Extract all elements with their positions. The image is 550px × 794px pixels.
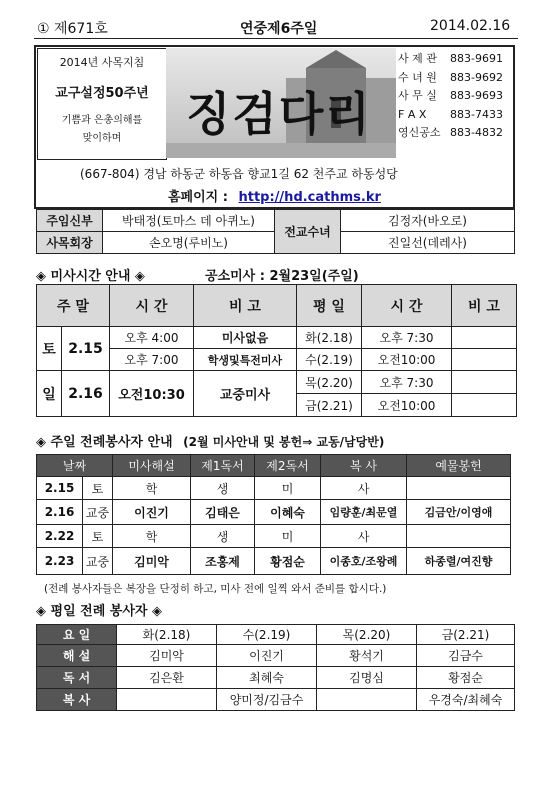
weekday-time: 오후 7:30: [362, 327, 452, 349]
sunday-servers-note: (2월 미사안내 및 봉헌⇒ 교동/남당반): [183, 435, 385, 449]
sunday-servers-title: ◈ 주일 전례봉사자 안내 (2월 미사안내 및 봉헌⇒ 교동/남당반): [36, 435, 385, 450]
staff-table: [36, 209, 515, 254]
server-cell: 황점순: [255, 548, 321, 575]
weekday-day: 목(2.20): [297, 371, 362, 394]
contact-row: F A X 883-7433: [398, 107, 503, 121]
server-cell: 이혜숙: [255, 500, 321, 525]
server-cell: 학: [113, 525, 191, 548]
sister-name-1: 김정자(바오로): [341, 210, 515, 232]
weekday-cell: 김은환: [117, 667, 217, 689]
server-cell: 김태은: [191, 500, 255, 525]
weekday-cell: 목(2.20): [317, 625, 417, 645]
servers-footnote: (전례 봉사자들은 복장을 단정히 하고, 미사 전에 일찍 와서 준비를 합시다.): [44, 583, 387, 595]
weekday-row-label: 독 서: [37, 667, 117, 689]
server-header-commentary: 미사해설: [113, 455, 191, 477]
contact-row: 사 제 관 883-9691: [398, 52, 503, 65]
server-date: 2.15: [37, 477, 83, 500]
sat-note-1: 미사없음: [194, 327, 297, 349]
weekday-cell: 황점순: [417, 667, 515, 689]
weekday-cell: 황석기: [317, 645, 417, 667]
newsletter-title: 징검다리: [186, 87, 372, 141]
weekday-note: [452, 349, 517, 371]
server-cell: 임량훈/최문열: [321, 500, 407, 525]
pastor-name: 박태정(토마스 데 아퀴노): [103, 210, 275, 232]
sat-label: 토: [37, 327, 62, 371]
server-cell: 생: [191, 477, 255, 500]
server-cell: 사: [321, 525, 407, 548]
sister-label: 전교수녀: [275, 210, 341, 254]
weekday-time: 오전10:00: [362, 349, 452, 371]
contact-row: 수 녀 원 883-9692: [398, 70, 503, 84]
weekday-servers-title: ◈ 평일 전례 봉사자 ◈: [36, 604, 163, 619]
mass-header-weekend: 주 말: [37, 285, 110, 327]
council-label: 사목회장: [37, 232, 103, 254]
weekday-cell: 우경숙/최혜숙: [417, 689, 515, 711]
weekday-day: 금(2.21): [297, 394, 362, 417]
homepage: 홈페이지 : http://hd.cathms.kr: [168, 190, 381, 205]
week-title: 연중제6주일: [240, 21, 318, 37]
issue-date: 2014.02.16: [430, 18, 511, 34]
weekday-cell: [117, 689, 217, 711]
server-type: 토: [83, 477, 113, 500]
server-cell: 이진기: [113, 500, 191, 525]
contact-row: 영신공소 883-4832: [398, 126, 503, 139]
mass-header-time: 시 간: [110, 285, 194, 327]
weekday-cell: 김미악: [117, 645, 217, 667]
weekday-cell: 이진기: [217, 645, 317, 667]
server-header-reading2: 제2독서: [255, 455, 321, 477]
weekday-cell: 수(2.19): [217, 625, 317, 645]
weekday-cell: 최혜숙: [217, 667, 317, 689]
sat-time-1: 오후 4:00: [110, 327, 194, 349]
slogan-sub1: 기쁨과 은총의해를: [61, 115, 143, 126]
sun-time: 오전10:30: [110, 371, 194, 417]
server-header-reading1: 제1독서: [191, 455, 255, 477]
sister-name-2: 진일선(데레사): [341, 232, 515, 254]
weekday-note: [452, 327, 517, 349]
server-header-date: 날짜: [37, 455, 113, 477]
server-header-altar: 복 사: [321, 455, 407, 477]
server-header-offering: 예물봉헌: [407, 455, 511, 477]
header-rule: [34, 38, 518, 39]
weekday-cell: [317, 689, 417, 711]
server-cell: 하종렬/여진향: [407, 548, 511, 575]
server-cell: 학: [113, 477, 191, 500]
server-date: 2.22: [37, 525, 83, 548]
sat-date: 2.15: [62, 327, 110, 371]
mass-section-title: ◈ 미사시간 안내 ◈: [36, 269, 145, 284]
sun-note: 교중미사: [194, 371, 297, 417]
server-cell: 조홍제: [191, 548, 255, 575]
server-type: 교중: [83, 500, 113, 525]
title-banner: [166, 48, 396, 158]
weekday-time: 오후 7:30: [362, 371, 452, 394]
server-type: 토: [83, 525, 113, 548]
server-type: 교중: [83, 548, 113, 575]
mass-header-time-2: 시 간: [362, 285, 452, 327]
sunday-servers-table: [36, 454, 511, 575]
sat-time-2: 오후 7:00: [110, 349, 194, 371]
issue-number: ① 제671호: [37, 21, 108, 37]
mass-header-note: 비 고: [194, 285, 297, 327]
contact-list: [398, 50, 514, 143]
mass-header-note-2: 비 고: [452, 285, 517, 327]
council-name: 손오명(루비노): [103, 232, 275, 254]
server-date: 2.23: [37, 548, 83, 575]
weekday-note: [452, 394, 517, 417]
server-cell: 사: [321, 477, 407, 500]
slogan-box: [37, 48, 167, 160]
weekday-cell: 금(2.21): [417, 625, 515, 645]
sat-note-2: 학생및특전미사: [194, 349, 297, 371]
pastor-label: 주임신부: [37, 210, 103, 232]
mass-header-weekday: 평 일: [297, 285, 362, 327]
sun-label: 일: [37, 371, 62, 417]
sun-date: 2.16: [62, 371, 110, 417]
weekday-servers-table: [36, 624, 515, 711]
server-cell: 김금안/이영애: [407, 500, 511, 525]
weekday-cell: 양미정/김금수: [217, 689, 317, 711]
server-cell: 미: [255, 525, 321, 548]
slogan-year: 2014년 사목지침: [59, 56, 145, 69]
server-cell: 김미악: [113, 548, 191, 575]
weekday-note: [452, 371, 517, 394]
weekday-row-label: 요 일: [37, 625, 117, 645]
weekday-time: 오전10:00: [362, 394, 452, 417]
weekday-row-label: 복 사: [37, 689, 117, 711]
server-cell: 미: [255, 477, 321, 500]
weekday-cell: 김명심: [317, 667, 417, 689]
server-cell: 이종호/조왕례: [321, 548, 407, 575]
weekday-day: 화(2.18): [297, 327, 362, 349]
weekday-row-label: 해 설: [37, 645, 117, 667]
weekday-day: 수(2.19): [297, 349, 362, 371]
slogan-main: 교구설정50주년: [55, 86, 149, 101]
server-cell: [407, 477, 511, 500]
server-date: 2.16: [37, 500, 83, 525]
mass-table: [36, 284, 517, 417]
server-cell: 생: [191, 525, 255, 548]
homepage-link[interactable]: http://hd.cathms.kr: [238, 190, 381, 205]
weekday-cell: 화(2.18): [117, 625, 217, 645]
weekday-cell: 김금수: [417, 645, 515, 667]
slogan-sub2: 맞이하며: [82, 133, 122, 144]
mission-mass-note: 공소미사 : 2월23일(주일): [205, 269, 359, 284]
contact-row: 사 무 실 883-9693: [398, 89, 503, 102]
address: (667-804) 경남 하동군 하동읍 향교1길 62 천주교 하동성당: [80, 167, 398, 181]
server-cell: [407, 525, 511, 548]
